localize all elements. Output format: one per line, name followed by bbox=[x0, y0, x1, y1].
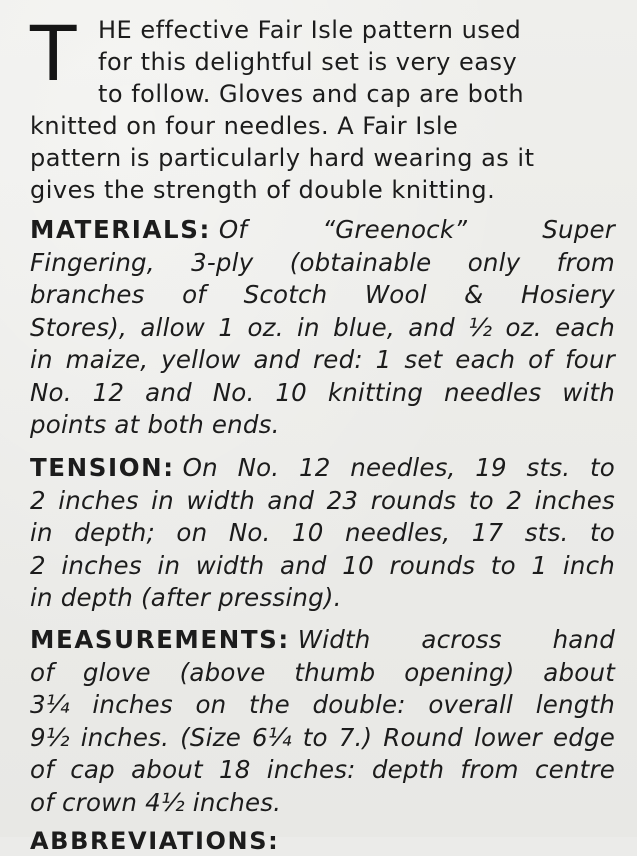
materials-line: No. 12 and No. 10 knitting needles with bbox=[30, 377, 615, 407]
cutoff-next-heading: ABBREVIATIONS: bbox=[30, 827, 280, 855]
tension-line: 2 inches in width and 10 rounds to 1 inch bbox=[30, 550, 615, 580]
intro-line: gives the strength of double knitting. bbox=[30, 176, 496, 204]
measurements-heading: MEASUREMENTS: bbox=[30, 625, 290, 654]
measurements-section bbox=[30, 624, 615, 819]
materials-section bbox=[30, 214, 615, 442]
tension-line: in depth; on No. 10 needles, 17 sts. to bbox=[30, 518, 615, 547]
materials-line: branches of Scotch Wool & Hosiery bbox=[30, 280, 615, 309]
tension-heading: TENSION: bbox=[30, 453, 175, 482]
tension-line: 2 inches in width and 23 rounds to 2 inches bbox=[30, 485, 615, 515]
measurements-line: of crown 4½ inches. bbox=[30, 787, 282, 817]
tension-section bbox=[30, 452, 615, 615]
measurements-line: 3¼ inches on the double: overall length bbox=[30, 690, 615, 719]
materials-line: Fingering, 3-ply (obtainable only from bbox=[30, 247, 615, 277]
intro-line: for this delightful set is very easy bbox=[98, 48, 518, 76]
intro-line: to follow. Gloves and cap are both bbox=[98, 80, 525, 108]
tension-line: in depth (after pressing). bbox=[30, 583, 342, 612]
measurements-line: of cap about 18 inches: depth from centre bbox=[30, 755, 615, 784]
materials-line: in maize, yellow and red: 1 set each of four bbox=[30, 345, 615, 374]
drop-cap: T bbox=[30, 9, 77, 98]
intro-line: pattern is particularly hard wearing as it bbox=[30, 144, 535, 172]
tension-line: TENSION: On No. 12 needles, 19 sts. to bbox=[30, 453, 615, 482]
materials-line: points at both ends. bbox=[30, 410, 280, 439]
materials-heading: MATERIALS: bbox=[30, 215, 211, 244]
measurements-line: MEASUREMENTS: Width across hand bbox=[30, 625, 615, 654]
measurements-line: 9½ inches. (Size 6¼ to 7.) Round lower edge bbox=[30, 722, 615, 752]
intro-line: knitted on four needles. A Fair Isle bbox=[30, 112, 459, 140]
materials-line: Stores), allow 1 oz. in blue, and ½ oz. each bbox=[30, 312, 615, 342]
intro-line: HE effective Fair Isle pattern used bbox=[98, 16, 522, 44]
materials-line: MATERIALS: Of “Greenock” Super bbox=[30, 215, 615, 244]
measurements-line: of glove (above thumb opening) about bbox=[30, 657, 615, 687]
